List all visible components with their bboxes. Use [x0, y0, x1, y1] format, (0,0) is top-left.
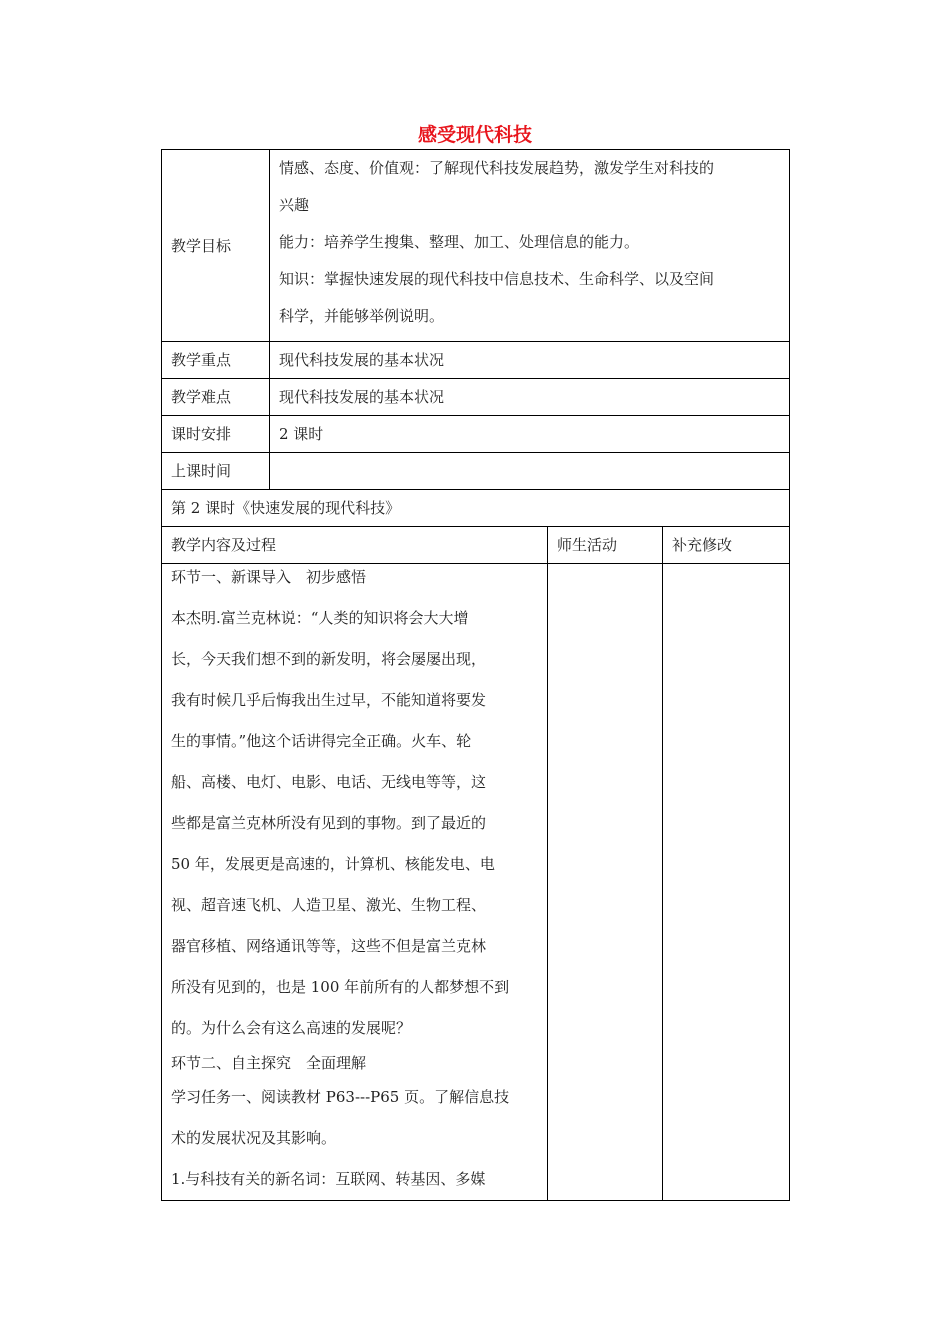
content-line: 1.与科技有关的新名词：互联网、转基因、多媒	[171, 1170, 486, 1188]
key-point-label: 教学重点	[162, 342, 270, 379]
class-time-row	[162, 453, 790, 490]
content-line: 视、超音速飞机、人造卫星、激光、生物工程、	[171, 896, 487, 914]
revision-cell	[663, 564, 790, 1201]
activity-column-header: 师生活动	[548, 527, 663, 564]
goals-label: 教学目标	[162, 150, 270, 342]
content-line: 船、高楼、电灯、电影、电话、无线电等等，这	[171, 773, 487, 791]
goals-row	[162, 150, 790, 342]
key-point-value: 现代科技发展的基本状况	[270, 342, 790, 379]
content-line: 所没有见到的，也是 100 年前所有的人都梦想不到	[171, 978, 510, 996]
schedule-label: 课时安排	[162, 416, 270, 453]
content-line: 器官移植、网络通讯等等，这些不但是富兰克林	[171, 937, 487, 955]
content-line: 环节二、自主探究 全面理解	[171, 1054, 367, 1072]
difficulty-row	[162, 379, 790, 416]
goal-line: 情感、态度、价值观：了解现代科技发展趋势，激发学生对科技的	[279, 159, 715, 177]
lesson-title-row	[162, 490, 790, 527]
content-column-header: 教学内容及过程	[162, 527, 548, 564]
goal-line: 科学，并能够举例说明。	[279, 307, 445, 325]
content-line: 学习任务一、阅读教材 P63---P65 页。了解信息技	[171, 1088, 510, 1106]
content-line: 长，今天我们想不到的新发明，将会屡屡出现，	[171, 650, 487, 668]
lesson-plan-table	[161, 149, 790, 1201]
content-line: 些都是富兰克林所没有见到的事物。到了最近的	[171, 814, 487, 832]
class-time-value	[270, 453, 790, 490]
lesson-body-row	[162, 564, 790, 1201]
goals-content	[270, 150, 790, 342]
content-line: 我有时候几乎后悔我出生过早，不能知道将要发	[171, 691, 487, 709]
goal-line: 兴趣	[279, 196, 310, 214]
goal-line: 能力：培养学生搜集、整理、加工、处理信息的能力。	[279, 233, 640, 251]
page-title: 感受现代科技	[417, 124, 532, 146]
content-line: 50 年，发展更是高速的，计算机、核能发电、电	[171, 855, 495, 873]
schedule-value: 2 课时	[270, 416, 790, 453]
difficulty-label: 教学难点	[162, 379, 270, 416]
revision-column-header: 补充修改	[663, 527, 790, 564]
column-header-row	[162, 527, 790, 564]
lesson-content	[171, 564, 538, 1201]
difficulty-value: 现代科技发展的基本状况	[270, 379, 790, 416]
content-line: 本杰明.富兰克林说：“人类的知识将会大大增	[171, 609, 469, 627]
content-line: 术的发展状况及其影响。	[171, 1129, 337, 1147]
lesson-title: 第 2 课时《快速发展的现代科技》	[162, 490, 790, 527]
content-line: 的。为什么会有这么高速的发展呢？	[171, 1019, 412, 1037]
content-line: 生的事情。”他这个话讲得完全正确。火车、轮	[171, 732, 472, 750]
activity-cell	[548, 564, 663, 1201]
schedule-row	[162, 416, 790, 453]
goal-line: 知识：掌握快速发展的现代科技中信息技术、生命科学、以及空间	[279, 270, 715, 288]
lesson-content-cell	[162, 564, 548, 1201]
key-point-row	[162, 342, 790, 379]
content-line: 环节一、新课导入 初步感悟	[171, 568, 367, 586]
class-time-label: 上课时间	[162, 453, 270, 490]
